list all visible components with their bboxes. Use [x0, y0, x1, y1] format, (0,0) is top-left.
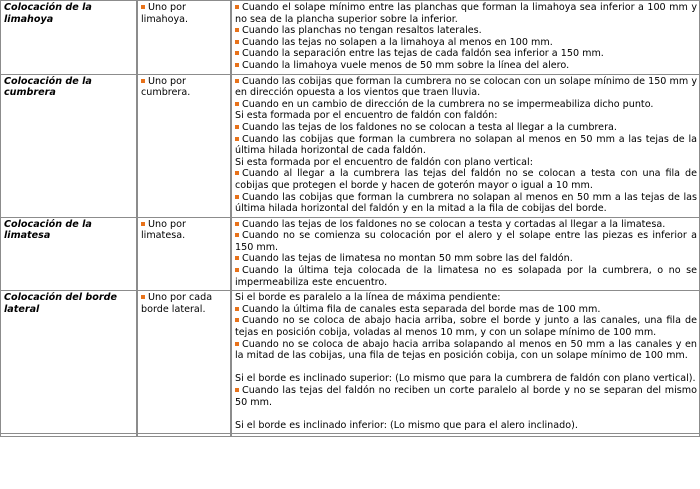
- criterion-text: Cuando las tejas de los faldones no se colocan a testa al llegar a la cumbrera.: [242, 121, 617, 133]
- unit-text: Uno por limatesa.: [141, 218, 186, 242]
- bullet-icon: [235, 256, 239, 260]
- criterion-text: Cuando la limahoya vuele menos de 50 mm sobre la línea del alero.: [242, 59, 570, 71]
- criterion-item: [235, 134, 697, 157]
- table-row: [0, 218, 700, 292]
- criteria-cell: [231, 0, 700, 75]
- element-name: Colocación de la limahoya: [0, 0, 137, 75]
- criterion-item: [235, 385, 697, 408]
- spacer-cell: [137, 434, 231, 437]
- criterion-heading: [235, 373, 697, 385]
- criterion-text: Cuando las cobijas que forman la cumbrera no se colocan con un solape mínimo de 150 mm y en dirección opuesta a los vientos que traen lluvia.: [235, 75, 697, 99]
- criterion-item: [235, 304, 697, 316]
- criterion-text: Cuando al llegar a la cumbrera las tejas del faldón no se colocan a testa con una fila de cobijas que protegen el borde y hacen de goterón mayor o igual a 10 mm.: [235, 168, 697, 191]
- element-name: Colocación del borde lateral: [0, 291, 137, 434]
- criteria-cell: [231, 291, 700, 434]
- criterion-text: Cuando el solape mínimo entre las planchas que forman la limahoya sea inferior a 100 mm y no sea de la plancha superior sobre la inferior.: [235, 2, 697, 25]
- criterion-heading: [235, 362, 697, 374]
- criterion-item: [235, 48, 697, 60]
- criterion-text: Si el borde es paralelo a la línea de máxima pendiente:: [235, 292, 501, 304]
- criterion-text: Cuando no se coloca de abajo hacia arriba solapando al menos en 50 mm a las canales y en la mitad de las cobijas, una fila de tejas en posición cobija, con un solape mínimo de 100 mm.: [235, 338, 697, 362]
- bullet-icon: [235, 63, 239, 67]
- bullet-icon: [235, 137, 239, 141]
- criterion-text: Cuando la separación entre las tejas de cada faldón sea inferior a 150 mm.: [242, 48, 604, 60]
- bullet-icon: [235, 102, 239, 106]
- criterion-text: Cuando las tejas no solapen a la limahoya al menos en 100 mm.: [242, 36, 553, 48]
- bullet-icon: [235, 79, 239, 83]
- criterion-item: [235, 192, 697, 215]
- criterion-text: Cuando las tejas de los faldones no se colocan a testa y cortadas al llegar a la limatesa.: [242, 218, 666, 230]
- criterion-item: [235, 2, 697, 25]
- unit-cell: [137, 218, 231, 292]
- criterion-text: Cuando las tejas de limatesa no montan 50 mm sobre las del faldón.: [242, 253, 573, 265]
- criterion-item: [235, 168, 697, 191]
- bullet-icon: [141, 79, 145, 83]
- criterion-item: [235, 230, 697, 253]
- bullet-icon: [235, 268, 239, 272]
- bullet-icon: [235, 5, 239, 9]
- bullet-icon: [141, 5, 145, 9]
- bullet-icon: [235, 40, 239, 44]
- criterion-item: [235, 76, 697, 99]
- criterion-item: [235, 122, 697, 134]
- criterion-item: [235, 25, 697, 37]
- criterion-text: Si el borde es inclinado superior: (Lo mismo que para la cumbrera de faldón con plano vertical).: [235, 373, 696, 385]
- element-name: Colocación de la limatesa: [0, 218, 137, 292]
- bullet-icon: [235, 388, 239, 392]
- criterion-text: Cuando las tejas del faldón no reciben un corte paralelo al borde y no se separan del mismo 50 mm.: [235, 385, 697, 408]
- spacer-cell: [0, 434, 137, 437]
- criterion-heading: [235, 408, 697, 420]
- criterion-item: [235, 339, 697, 362]
- table-row-spacer: [0, 434, 700, 437]
- criterion-item: [235, 99, 697, 111]
- criterion-item: [235, 37, 697, 49]
- bullet-icon: [235, 342, 239, 346]
- bullet-icon: [235, 171, 239, 175]
- table-row: [0, 75, 700, 218]
- criterion-heading: [235, 157, 697, 169]
- bullet-icon: [235, 125, 239, 129]
- spacer-cell: [231, 434, 700, 437]
- criterion-text: Si esta formada por el encuentro de faldón con faldón:: [235, 110, 498, 122]
- criteria-cell: [231, 218, 700, 292]
- criterion-text: Cuando las cobijas que forman la cumbrera no solapan al menos en 50 mm a las tejas de la última hilada horizontal de cada faldón.: [235, 133, 697, 157]
- unit-text: Uno por limahoya.: [141, 2, 189, 25]
- bullet-icon: [235, 318, 239, 322]
- criteria-cell: [231, 75, 700, 218]
- unit-cell: [137, 291, 231, 434]
- criterion-text: Cuando no se comienza su colocación por el alero y el solape entre las piezas es inferior a 150 mm.: [235, 230, 697, 253]
- table-row: [0, 0, 700, 75]
- bullet-icon: [235, 28, 239, 32]
- element-name: Colocación de la cumbrera: [0, 75, 137, 218]
- table-row: [0, 291, 700, 434]
- criterion-text: Cuando las cobijas que forman la cumbrera no solapan al menos en 50 mm a las tejas de las última hilada horizontal del faldón y en la mitad a la fila de cobijas del borde.: [235, 191, 697, 215]
- bullet-icon: [141, 222, 145, 226]
- bullet-icon: [235, 233, 239, 237]
- criterion-text: Cuando la última fila de canales esta separada del borde mas de 100 mm.: [242, 303, 601, 315]
- bullet-icon: [235, 51, 239, 55]
- criterion-item: [235, 219, 697, 231]
- criterion-text: Si esta formada por el encuentro de faldón con plano vertical:: [235, 156, 533, 168]
- criterion-item: [235, 60, 697, 72]
- criterion-text: Cuando no se coloca de abajo hacia arriba, sobre el borde y junto a las canales, una fila de tejas en posición cobija, voladas al menos 10 mm, y con un solape mínimo de 100 mm.: [235, 315, 697, 339]
- criterion-item: [235, 315, 697, 338]
- unit-cell: [137, 75, 231, 218]
- unit-cell: [137, 0, 231, 75]
- criterion-item: [235, 265, 697, 288]
- criterion-text: Si el borde es inclinado inferior: (Lo mismo que para el alero inclinado).: [235, 419, 578, 431]
- criterion-text: Cuando en un cambio de dirección de la cumbrera no se impermeabiliza dicho punto.: [242, 98, 654, 110]
- unit-text: Uno por cada borde lateral.: [141, 292, 213, 315]
- bullet-icon: [141, 295, 145, 299]
- criterion-item: [235, 253, 697, 265]
- bullet-icon: [235, 307, 239, 311]
- criterion-heading: [235, 292, 697, 304]
- bullet-icon: [235, 222, 239, 226]
- criterion-heading: [235, 420, 697, 432]
- bullet-icon: [235, 195, 239, 199]
- unit-text: Uno por cumbrera.: [141, 75, 191, 99]
- criterion-heading: [235, 110, 697, 122]
- criterion-text: Cuando las planchas no tengan resaltos laterales.: [242, 25, 482, 37]
- criterion-text: Cuando la última teja colocada de la limatesa no es solapada por la cumbrera, o no se impermeabiliza este encuentro.: [235, 265, 697, 288]
